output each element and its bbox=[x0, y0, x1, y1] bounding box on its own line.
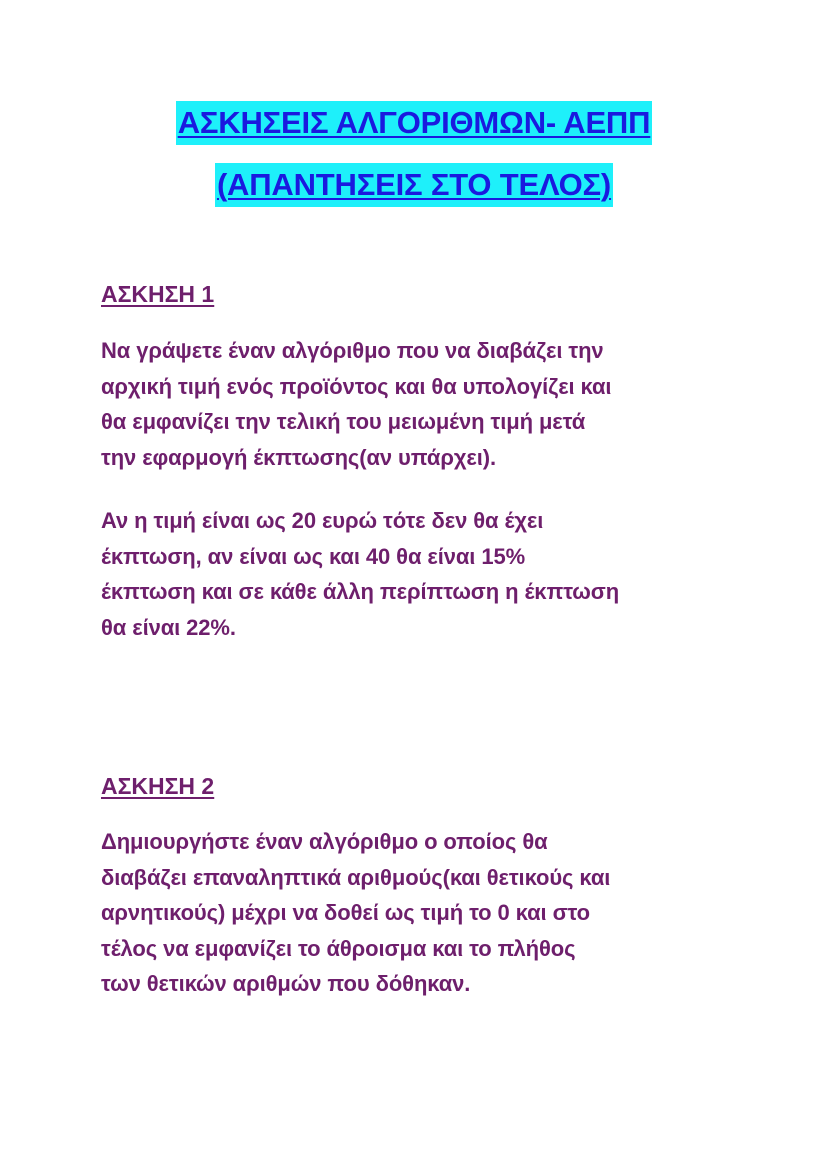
text-line: θα είναι 22%. bbox=[101, 614, 236, 640]
document-title-line-1 bbox=[0, 101, 828, 145]
document-title-highlight: ΑΣΚΗΣΕΙΣ ΑΛΓΟΡΙΘΜΩΝ- ΑΕΠΠ bbox=[176, 101, 653, 145]
exercise-2-heading: ΑΣΚΗΣΗ 2 bbox=[101, 773, 215, 799]
exercise-1-paragraph-1 bbox=[101, 333, 741, 475]
text-line: έκπτωση, αν είναι ως και 40 θα είναι 15% bbox=[101, 543, 526, 569]
text-line: τέλος να εμφανίζει το άθροισμα και το πλήθος bbox=[101, 935, 576, 961]
text-line: Αν η τιμή είναι ως 20 ευρώ τότε δεν θα έχει bbox=[101, 508, 544, 533]
exercise-1-heading: ΑΣΚΗΣΗ 1 bbox=[101, 281, 215, 307]
text-line: την εφαρμογή έκπτωσης(αν υπάρχει). bbox=[101, 444, 496, 470]
exercise-2-paragraph-1 bbox=[101, 824, 741, 1002]
document-title-line-2 bbox=[0, 163, 828, 207]
text-line: Να γράψετε έναν αλγόριθμο που να διαβάζει την bbox=[101, 338, 604, 363]
text-line: των θετικών αριθμών που δόθηκαν. bbox=[101, 971, 471, 996]
text-line: αρχική τιμή ενός προϊόντος και θα υπολογίζει και bbox=[101, 373, 612, 399]
text-line: θα εμφανίζει την τελική του μειωμένη τιμή μετά bbox=[101, 409, 586, 434]
text-line: έκπτωση και σε κάθε άλλη περίπτωση η έκπτωση bbox=[101, 579, 620, 604]
document-subtitle-highlight: (ΑΠΑΝΤΗΣΕΙΣ ΣΤΟ ΤΕΛΟΣ) bbox=[215, 163, 613, 207]
exercise-1-paragraph-2 bbox=[101, 503, 741, 645]
text-line: διαβάζει επαναληπτικά αριθμούς(και θετικούς και bbox=[101, 864, 611, 890]
text-line: αρνητικούς) μέχρι να δοθεί ως τιμή το 0 και στο bbox=[101, 900, 590, 925]
text-line: Δημιουργήστε έναν αλγόριθμο ο οποίος θα bbox=[101, 829, 548, 854]
